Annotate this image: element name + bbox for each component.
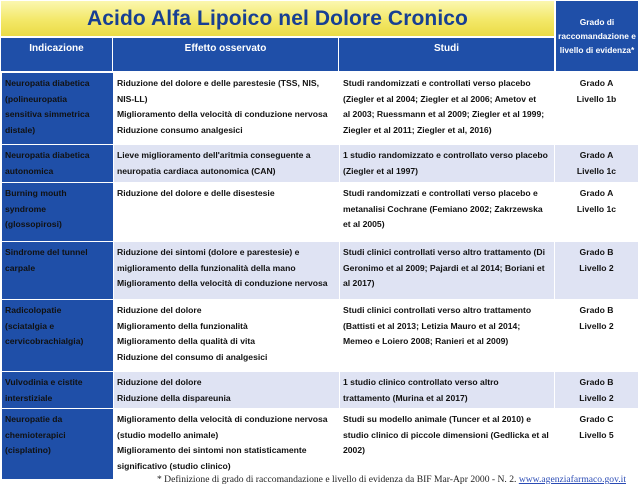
effetto-cell-line: significativo (studio clinico) bbox=[117, 460, 231, 471]
indicazione-cell-line: Vulvodinia e cistite bbox=[5, 377, 83, 387]
studi-cell bbox=[340, 183, 555, 242]
livello-value: Livello 2 bbox=[579, 262, 614, 273]
grado-value: Grado A bbox=[579, 78, 614, 88]
effetto-cell-line: Riduzione della dispareunia bbox=[117, 392, 231, 403]
studi-cell bbox=[340, 409, 555, 480]
studi-cell bbox=[340, 145, 555, 183]
table-row bbox=[2, 183, 639, 242]
studi-cell-line: al 2003; Ruessmann et al 2009; Ziegler et al 1999; bbox=[343, 109, 545, 120]
studi-cell-line: Studi randomizzati e controllati verso placebo e bbox=[343, 188, 538, 198]
indicazione-cell bbox=[2, 372, 114, 409]
footnote bbox=[0, 474, 626, 485]
grado-cell bbox=[555, 183, 639, 242]
indicazione-cell-line: interstiziale bbox=[5, 392, 53, 403]
grade-column-header: Grado di raccomandazione e livello di evidenza* bbox=[556, 1, 638, 71]
indicazione-cell-line: syndrome bbox=[5, 203, 47, 214]
table-row bbox=[2, 73, 639, 145]
livello-value: Livello 1b bbox=[576, 93, 617, 104]
indicazione-cell-line: Neuropatie da bbox=[5, 414, 63, 424]
table-row bbox=[2, 242, 639, 300]
footnote-text: * Definizione di grado di raccomandazione e livello di evidenza da BIF Mar-Apr 2000 - N. 2. bbox=[156, 474, 519, 485]
grado-value: Grado B bbox=[579, 377, 614, 387]
table-row bbox=[2, 409, 639, 480]
grado-value: Grado C bbox=[579, 414, 614, 424]
studi-cell-line: (Battisti et al 2013; Letizia Mauro et al 2014; bbox=[343, 320, 521, 331]
column-header-studi: Studi bbox=[434, 43, 459, 54]
effetto-cell bbox=[114, 300, 340, 372]
page-title: Acido Alfa Lipoico nel Dolore Cronico bbox=[87, 6, 468, 30]
effetto-cell-line: neuropatia cardiaca autonomica (CAN) bbox=[117, 165, 276, 176]
effetto-cell-line: Miglioramento dei sintomi non statisticamente bbox=[117, 445, 307, 456]
indicazione-cell-line: distale) bbox=[5, 124, 36, 135]
indicazione-cell-line: (glossopirosi) bbox=[5, 219, 62, 230]
indicazione-cell-line: Radicolopatie bbox=[5, 305, 62, 315]
grado-cell bbox=[555, 242, 639, 300]
grado-value: Grado A bbox=[579, 150, 614, 160]
studi-cell-line: Studi randomizzati e controllati verso placebo bbox=[343, 78, 531, 88]
effetto-cell bbox=[114, 372, 340, 409]
studi-cell-line: Ziegler et al 2011; Ziegler et al, 2016) bbox=[343, 124, 492, 135]
effetto-cell-line: Miglioramento della velocità di conduzione nervosa bbox=[117, 109, 328, 120]
grado-value: Grado A bbox=[579, 188, 614, 198]
indicazione-cell-line: carpale bbox=[5, 262, 36, 273]
effetto-cell bbox=[114, 183, 340, 242]
footnote-link[interactable]: www.agenziafarmaco.gov.it bbox=[518, 474, 626, 485]
indicazione-cell-line: Burning mouth bbox=[5, 188, 67, 198]
studi-cell-line: (Ziegler et al 2004; Ziegler et al 2006; Ametov et bbox=[343, 93, 537, 104]
effetto-cell-line: miglioramento della funzionalità della mano bbox=[117, 262, 296, 273]
grado-value: Grado B bbox=[579, 247, 614, 257]
studi-cell-line: 1 studio randomizzato e controllato verso placebo bbox=[343, 150, 548, 160]
table-row bbox=[2, 372, 639, 409]
studi-cell-line: metanalisi Cochrane (Femiano 2002; Zakrzewska bbox=[343, 203, 543, 214]
studi-cell bbox=[340, 73, 555, 145]
effetto-cell-line: Riduzione del consumo di analgesici bbox=[117, 351, 268, 362]
effetto-cell-line: (studio modello animale) bbox=[117, 429, 219, 440]
indicazione-cell-line: autonomica bbox=[5, 165, 54, 176]
indicazione-cell bbox=[2, 409, 114, 480]
grado-cell bbox=[555, 145, 639, 183]
livello-value: Livello 1c bbox=[576, 203, 617, 214]
effetto-cell-line: Miglioramento della velocità di conduzione nervosa bbox=[117, 414, 328, 424]
effetto-cell-line: Riduzione consumo analgesici bbox=[117, 124, 243, 135]
grado-cell bbox=[555, 300, 639, 372]
livello-value: Livello 2 bbox=[579, 320, 614, 331]
grado-cell bbox=[555, 409, 639, 480]
studi-cell-line: studio clinico di piccole dimensioni (Gedlicka et al bbox=[343, 429, 549, 440]
studi-cell bbox=[340, 242, 555, 300]
effetto-cell-line: Riduzione del dolore e delle parestesie (TSS, NIS, bbox=[117, 78, 320, 88]
effetto-cell bbox=[114, 409, 340, 480]
effetto-cell bbox=[114, 73, 340, 145]
indicazione-cell-line: Sindrome del tunnel bbox=[5, 247, 88, 257]
title-bar bbox=[1, 1, 554, 36]
column-header-effetto: Effetto osservato bbox=[113, 38, 339, 71]
studi-cell-line: et al 2005) bbox=[343, 219, 385, 230]
indicazione-cell bbox=[2, 183, 114, 242]
studi-cell-line: Geronimo et al 2009; Pajardi et al 2014; Boriani et bbox=[343, 262, 545, 273]
indicazione-cell bbox=[2, 145, 114, 183]
indicazione-cell bbox=[2, 300, 114, 372]
table-row bbox=[2, 145, 639, 183]
grado-value: Grado B bbox=[579, 305, 614, 315]
studi-cell bbox=[340, 300, 555, 372]
indicazione-cell-line: (sciatalgia e bbox=[5, 320, 55, 331]
indicazione-cell-line: (polineuropatia bbox=[5, 93, 68, 104]
table-row bbox=[2, 300, 639, 372]
effetto-cell-line: Riduzione del dolore bbox=[117, 305, 202, 315]
indicazione-cell-line: Neuropatia diabetica bbox=[5, 150, 90, 160]
indicazione-cell bbox=[2, 242, 114, 300]
studi-cell-line: 1 studio clinico controllato verso altro bbox=[343, 377, 499, 387]
grado-cell bbox=[555, 372, 639, 409]
effetto-cell-line: NIS-LL) bbox=[117, 93, 148, 104]
studi-cell-line: (Ziegler et al 1997) bbox=[343, 165, 418, 176]
indicazione-cell-line: (cisplatino) bbox=[5, 445, 51, 456]
studi-cell-line: Studi clinici controllati verso altro trattamento bbox=[343, 305, 532, 315]
effetto-cell bbox=[114, 145, 340, 183]
indicazione-cell-line: cervicobrachialgia) bbox=[5, 336, 84, 347]
studi-cell-line: Studi clinici controllati verso altro trattamento (Di bbox=[343, 247, 545, 257]
effetto-cell bbox=[114, 242, 340, 300]
studi-cell-line: Memeo e Loiero 2008; Ranieri et al 2009) bbox=[343, 336, 509, 347]
evidence-table bbox=[1, 72, 639, 480]
indicazione-cell-line: Neuropatia diabetica bbox=[5, 78, 90, 88]
studi-cell bbox=[340, 372, 555, 409]
indicazione-cell bbox=[2, 73, 114, 145]
indicazione-cell-line: sensitiva simmetrica bbox=[5, 109, 90, 120]
livello-value: Livello 1c bbox=[576, 165, 617, 176]
effetto-cell-line: Riduzione del dolore bbox=[117, 377, 202, 387]
studi-cell-line: al 2017) bbox=[343, 278, 375, 289]
livello-value: Livello 5 bbox=[579, 429, 614, 440]
effetto-cell-line: Miglioramento della qualità di vita bbox=[117, 336, 255, 347]
effetto-cell-line: Riduzione del dolore e delle disestesie bbox=[117, 188, 275, 198]
livello-value: Livello 2 bbox=[579, 392, 614, 403]
effetto-cell-line: Miglioramento della funzionalità bbox=[117, 320, 248, 331]
effetto-cell-line: Riduzione dei sintomi (dolore e parestesie) e bbox=[117, 247, 300, 257]
column-headers bbox=[1, 38, 554, 71]
column-header-indicazione: Indicazione bbox=[1, 38, 113, 71]
studi-cell-line: Studi su modello animale (Tuncer et al 2010) e bbox=[343, 414, 532, 424]
effetto-cell-line: Lieve miglioramento dell'aritmia conseguente a bbox=[117, 150, 311, 160]
indicazione-cell-line: chemioterapici bbox=[5, 429, 66, 440]
effetto-cell-line: Miglioramento della velocità di conduzione nervosa bbox=[117, 278, 328, 289]
studi-cell-line: trattamento (Murina et al 2017) bbox=[343, 392, 468, 403]
grado-cell bbox=[555, 73, 639, 145]
studi-cell-line: 2002) bbox=[343, 445, 365, 456]
